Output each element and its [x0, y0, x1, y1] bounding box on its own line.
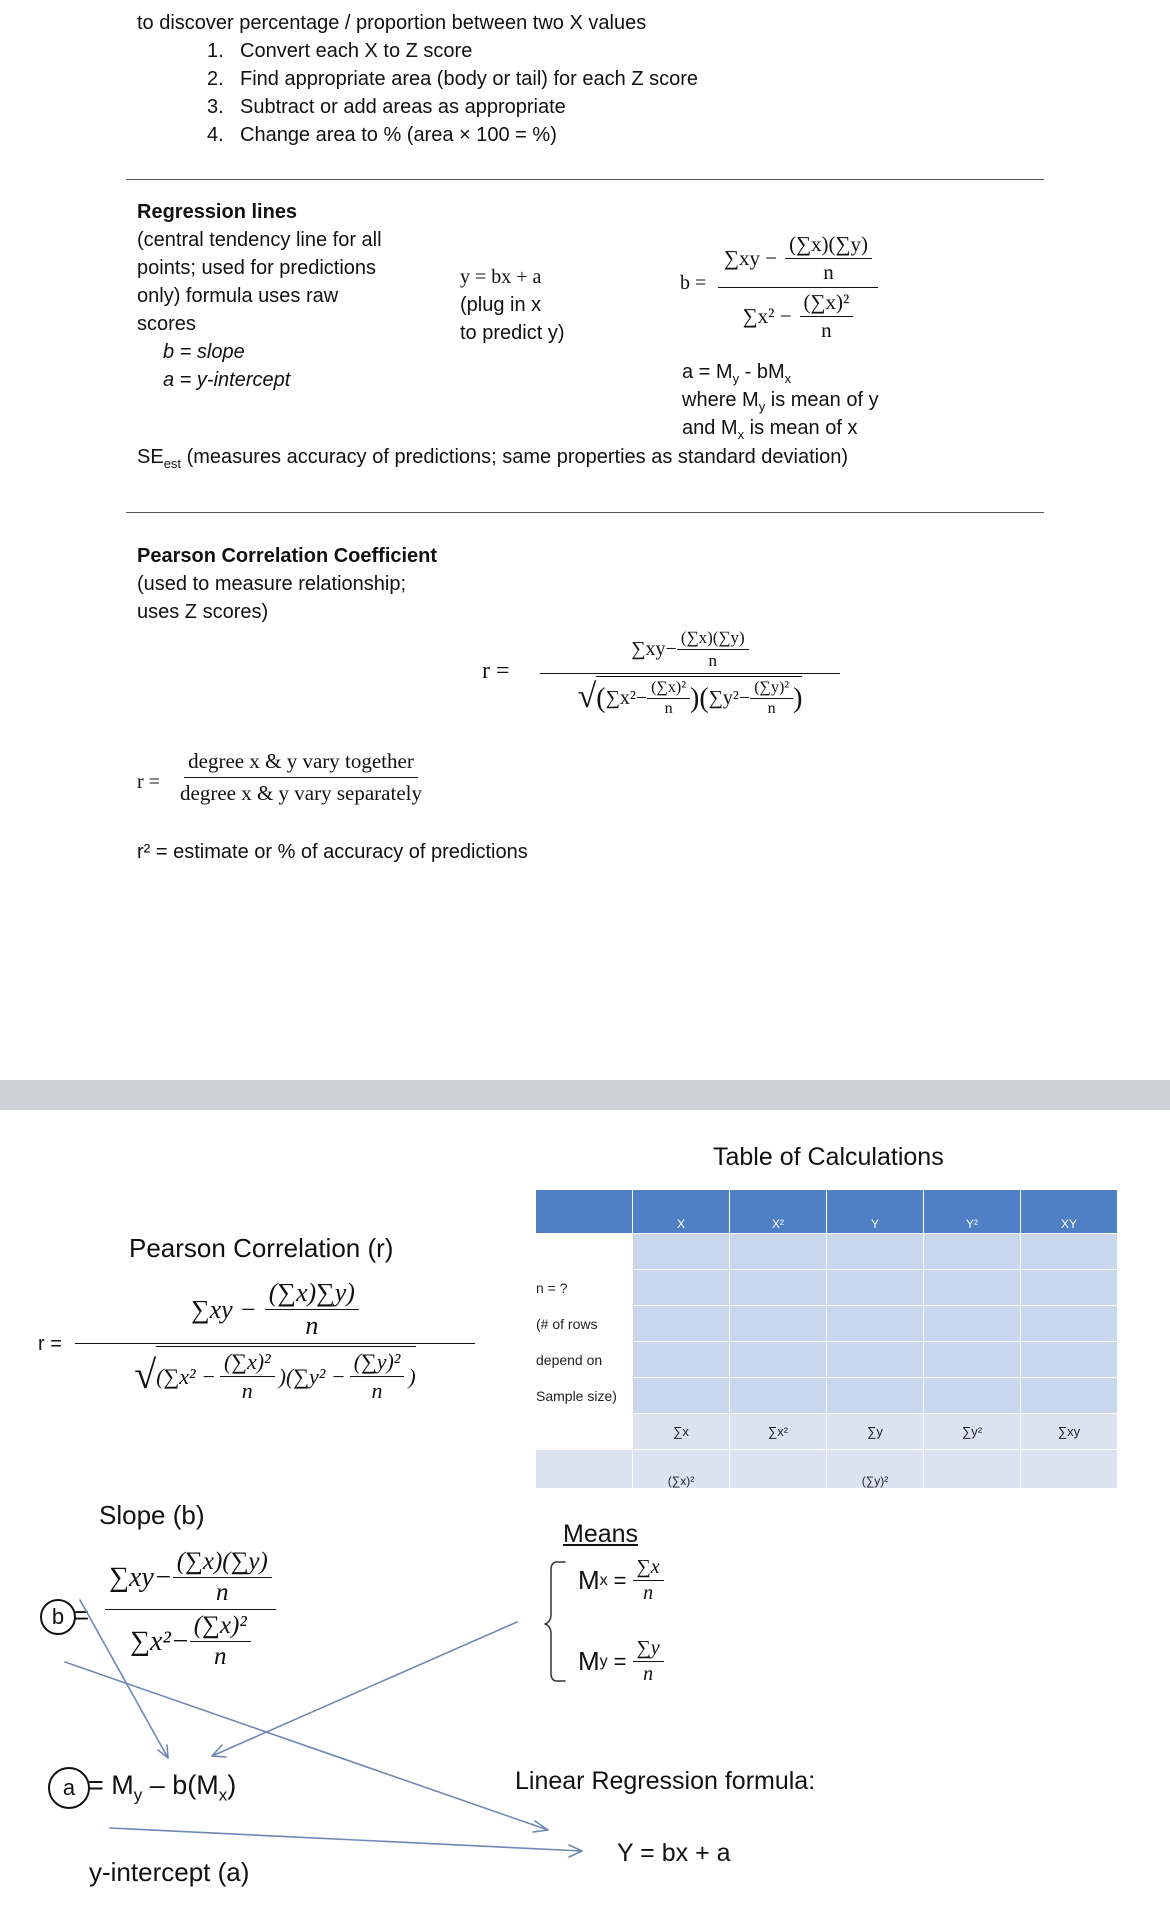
b-den-frac-num: (∑x)² [800, 290, 854, 317]
arrowhead [158, 1745, 168, 1758]
mean-x-formula: M x = $\frac{\sum x}{n}$ [578, 1556, 664, 1605]
table-header: XY [1021, 1190, 1118, 1234]
a-definition: a = y-intercept [163, 369, 291, 391]
notes-num-frac-num: (∑x)∑y) [265, 1278, 359, 1310]
pearson-den-b-den: n [767, 700, 776, 717]
pearson-den-a-den: n [664, 700, 673, 717]
b-num-frac-den: n [823, 260, 834, 284]
arrowhead [533, 1821, 548, 1832]
arrow-b-to-formula [65, 1662, 548, 1830]
slope-title: Slope (b) [99, 1500, 205, 1530]
pearson-num-frac-num: (∑x)(∑y) [677, 628, 749, 650]
se-est-line: $SE_{est}$ (measures accuracy of predictions; same properties as standard deviation) [137, 446, 849, 471]
pearson-den-a-num: (∑x)² [647, 679, 690, 699]
regression-note: (plug in x [460, 294, 542, 316]
intro-text: to discover percentage / proportion between two X values [137, 12, 647, 34]
pearson-r-label: r = [482, 658, 510, 684]
step-item: Change area to % (area × 100 = %) [240, 124, 557, 146]
pearson-desc: (used to measure relationship; [137, 573, 407, 595]
b-num-left: ∑xy − [724, 246, 778, 270]
r-ratio-label: r = [137, 771, 160, 793]
arrow-means-to-a [212, 1622, 517, 1756]
notes-num-frac-den: n [305, 1311, 319, 1340]
table-header: X² [730, 1190, 827, 1234]
a-intercept-formula: = $M_y - b(M_x)$ [88, 1770, 237, 1805]
table-header: Y [827, 1190, 924, 1234]
step-number: 4. [207, 124, 224, 146]
step-item: Find appropriate area (body or tail) for each Z score [240, 68, 698, 90]
regression-desc: points; used for predictions [137, 257, 377, 279]
notes-den-b: )(∑y² − [278, 1363, 346, 1389]
means-brace [545, 1562, 565, 1681]
row-label: depend on [536, 1342, 633, 1378]
row-label: Sample size) [536, 1378, 633, 1414]
regression-desc: only) formula uses raw [137, 285, 339, 307]
means-title: Means [563, 1520, 639, 1548]
linear-regression-equation: Y = bx + a [617, 1839, 731, 1867]
slope-num-frac-den: n [216, 1579, 229, 1606]
b-equals: = [74, 1600, 90, 1630]
square-cell: (∑x)² [633, 1450, 730, 1489]
square-cell: (∑y)² [827, 1450, 924, 1489]
table-header: Y² [924, 1190, 1021, 1234]
pearson-num-frac-den: n [708, 651, 718, 670]
regression-desc: (central tendency line for all [137, 229, 382, 251]
pearson-num-left: ∑xy− [631, 638, 677, 660]
table-title: Table of Calculations [713, 1143, 944, 1171]
notes-den-a-num: (∑x)² [220, 1349, 275, 1377]
step-item: Convert each X to Z score [240, 40, 473, 62]
sum-cell: ∑x [633, 1414, 730, 1450]
b-num-frac-num: (∑x)(∑y) [785, 232, 872, 259]
pearson-den-b: ∑y²− [708, 687, 751, 709]
step-number: 3. [207, 96, 224, 118]
step-number: 2. [207, 68, 224, 90]
notes-r-label: r = [38, 1333, 62, 1355]
r-ratio-num: degree x & y vary together [184, 749, 418, 778]
step-number: 1. [207, 40, 224, 62]
y-intercept-label: y-intercept (a) [89, 1857, 250, 1887]
a-where-y: where $M_y$ is mean of y [682, 389, 879, 414]
pearson-desc: uses Z scores) [137, 601, 269, 623]
row-label: n = ? [536, 1270, 633, 1306]
slope-num-frac-num: (∑x)(∑y) [173, 1548, 272, 1578]
row-label: (# of rows [536, 1306, 633, 1342]
regression-note: to predict y) [460, 322, 565, 344]
sum-cell: ∑x² [730, 1414, 827, 1450]
notes-pearson-title: Pearson Correlation (r) [129, 1233, 394, 1263]
notes-den-b-num: (∑y)² [350, 1349, 405, 1377]
slope-den-frac-num: (∑x)² [190, 1612, 251, 1642]
slope-den-left: ∑x²− [130, 1625, 190, 1657]
pearson-den-b-num: (∑y)² [750, 679, 793, 699]
arrow-a-to-formula [110, 1828, 582, 1851]
regression-desc: scores [137, 313, 196, 335]
a-where-x: and $M_x$ is mean of x [682, 417, 858, 442]
a-formula: $a = M_y - bM_x$ [682, 361, 792, 386]
pearson-title: Pearson Correlation Coefficient [137, 545, 438, 567]
slope-den-frac-den: n [214, 1643, 227, 1670]
b-den-frac-den: n [821, 318, 832, 342]
regression-equation: y = bx + a [460, 266, 542, 288]
r-squared-text: r² = estimate or % of accuracy of predictions [137, 841, 528, 863]
b-definition: b = slope [163, 341, 245, 363]
r-ratio-den: degree x & y vary separately [180, 781, 422, 805]
b-circle: b [40, 1599, 76, 1635]
notes-den-b-den: n [371, 1378, 383, 1403]
arrow-b-to-a [80, 1600, 168, 1758]
step-item: Subtract or add areas as appropriate [240, 96, 566, 118]
table-header: X [633, 1190, 730, 1234]
notes-den-a-den: n [241, 1378, 253, 1403]
sum-cell: ∑y [827, 1414, 924, 1450]
regression-title: Regression lines [137, 201, 298, 223]
pearson-formula: ∑xy− $\frac{(\sum x)(\sum y)}{n}$ √ ( ∑x²− $\frac{\text{(∑x)²}}{n}$ )( ∑y²− $\frac{\text{(∑y)²}}{n}$ ) [540, 628, 840, 718]
b-den-left: ∑x² − [742, 304, 792, 328]
notes-den-close: ) [408, 1363, 416, 1389]
sum-cell: ∑y² [924, 1414, 1021, 1450]
slope-num-left: ∑xy− [109, 1561, 173, 1593]
linear-regression-title: Linear Regression formula: [515, 1767, 816, 1795]
notes-pearson-formula: ∑xy − $\frac{(\sum x)\sum y)}{n}$ √ (∑x² − $\frac{\text{(∑x)²}}{n}$ )(∑y² − $\frac{\text{(∑y)²}}{n}$ ) [75, 1278, 475, 1404]
b-label: b = [680, 272, 707, 294]
notes-num-left: ∑xy − [191, 1294, 257, 1324]
notes-den-a: (∑x² − [156, 1363, 216, 1389]
sum-cell: ∑xy [1021, 1414, 1118, 1450]
mean-y-formula: M y = $\frac{\sum y}{n}$ [578, 1637, 664, 1686]
a-circle: a [48, 1767, 90, 1809]
pearson-den-a: ∑x²− [605, 687, 648, 709]
